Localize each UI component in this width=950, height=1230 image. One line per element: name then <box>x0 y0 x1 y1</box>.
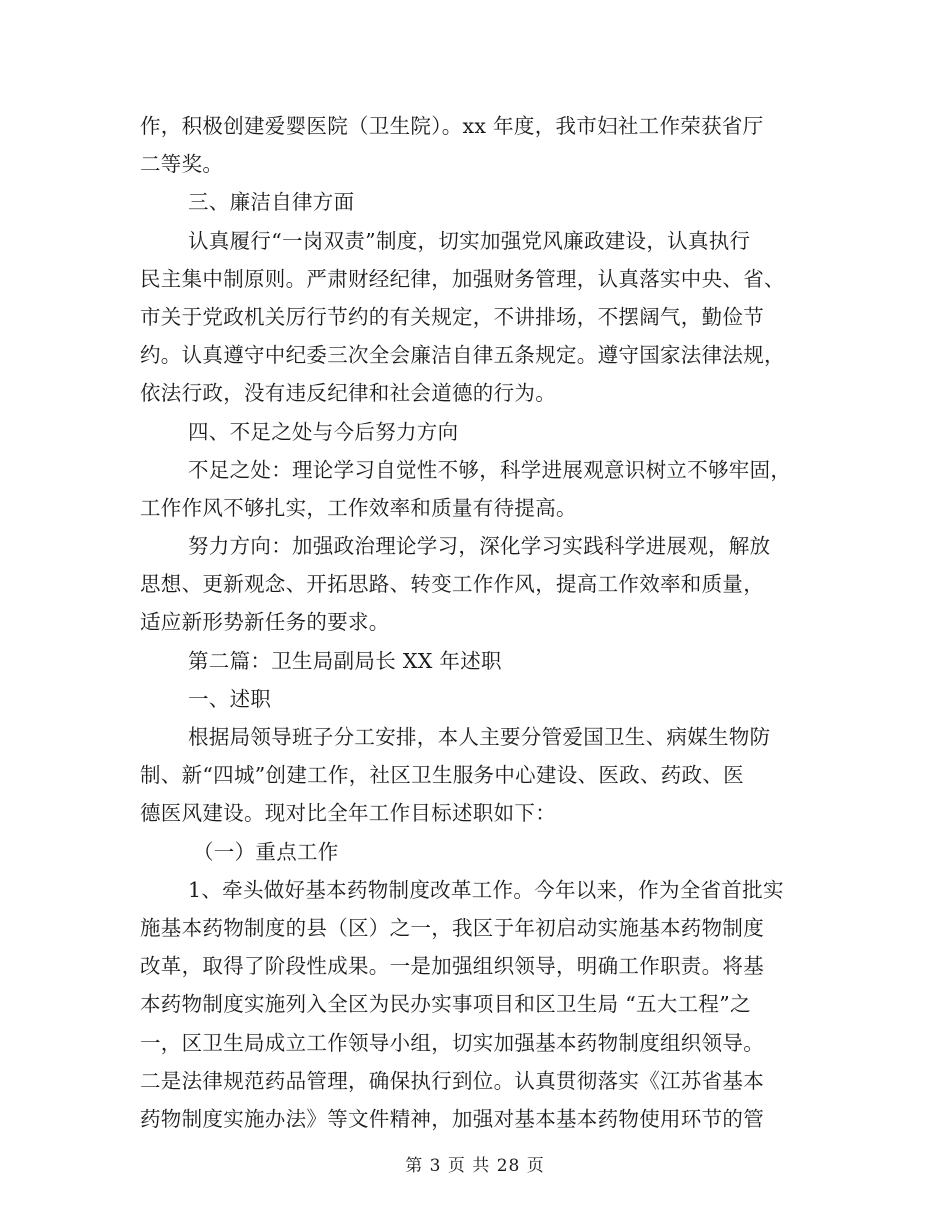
body-text <box>140 107 820 1138</box>
text-line: 本药物制度实施列入全区为民办实事项目和区卫生局 “五大工程”之 <box>140 992 751 1017</box>
text-line: 二是法律规范药品管理，确保执行到位。认真贯彻落实《江苏省基本 <box>140 1068 764 1093</box>
text-line: 适应新形势新任务的要求。 <box>140 610 390 635</box>
text-line: 1、牵头做好基本药物制度改革工作。今年以来，作为全省首批实 <box>188 877 784 902</box>
text-line: 第二篇：卫生局副局长 XX 年述职 <box>188 648 502 673</box>
text-line: 施基本药物制度的县（区）之一，我区于年初启动实施基本药物制度 <box>140 915 764 940</box>
text-line: 认真履行“一岗双责”制度，切实加强党风廉政建设，认真执行 <box>188 228 751 253</box>
text-line: 民主集中制原则。严肃财经纪律，加强财务管理，认真落实中央、省、 <box>140 266 785 291</box>
text-line: 约。认真遵守中纪委三次全会廉洁自律五条规定。遵守国家法律法规， <box>140 343 785 368</box>
text-line: 三、廉洁自律方面 <box>188 190 355 215</box>
text-line: 思想、更新观念、开拓思路、转变工作作风，提高工作效率和质量， <box>140 572 764 597</box>
text-line: 工作作风不够扎实，工作效率和质量有待提高。 <box>140 495 577 520</box>
text-line: 二等奖。 <box>140 152 224 177</box>
text-line: 不足之处：理论学习自觉性不够，科学进展观意识树立不够牢固， <box>188 457 792 482</box>
text-line: 努力方向：加强政治理论学习，深化学习实践科学进展观，解放 <box>188 534 771 559</box>
text-line: 一、述职 <box>188 686 272 711</box>
text-line: 制、新“四城”创建工作，社区卫生服务中心建设、医政、药政、医 <box>140 763 744 788</box>
text-line: 一，区卫生局成立工作领导小组，切实加强基本药物制度组织领导。 <box>140 1030 764 1055</box>
text-line: 四、不足之处与今后努力方向 <box>188 419 459 444</box>
text-line: 依法行政，没有违反纪律和社会道德的行为。 <box>140 381 556 406</box>
text-line: 药物制度实施办法》等文件精神，加强对基本基本药物使用环节的管 <box>140 1106 764 1131</box>
text-line: 改革，取得了阶段性成果。一是加强组织领导，明确工作职责。将基 <box>140 954 764 979</box>
text-line: （一）重点工作 <box>193 839 339 864</box>
text-line: 德医风建设。现对比全年工作目标述职如下： <box>140 801 556 826</box>
text-line: 市关于党政机关厉行节约的有关规定，不讲排场，不摆阔气，勤俭节 <box>140 304 764 329</box>
text-line: 作，积极创建爱婴医院（卫生院）。xx 年度，我市妇社工作荣获省厅 <box>140 114 764 138</box>
page-footer: 第 3 页 共 28 页 <box>405 1156 545 1176</box>
text-line: 根据局领导班子分工安排，本人主要分管爱国卫生、病媒生物防 <box>188 725 771 749</box>
